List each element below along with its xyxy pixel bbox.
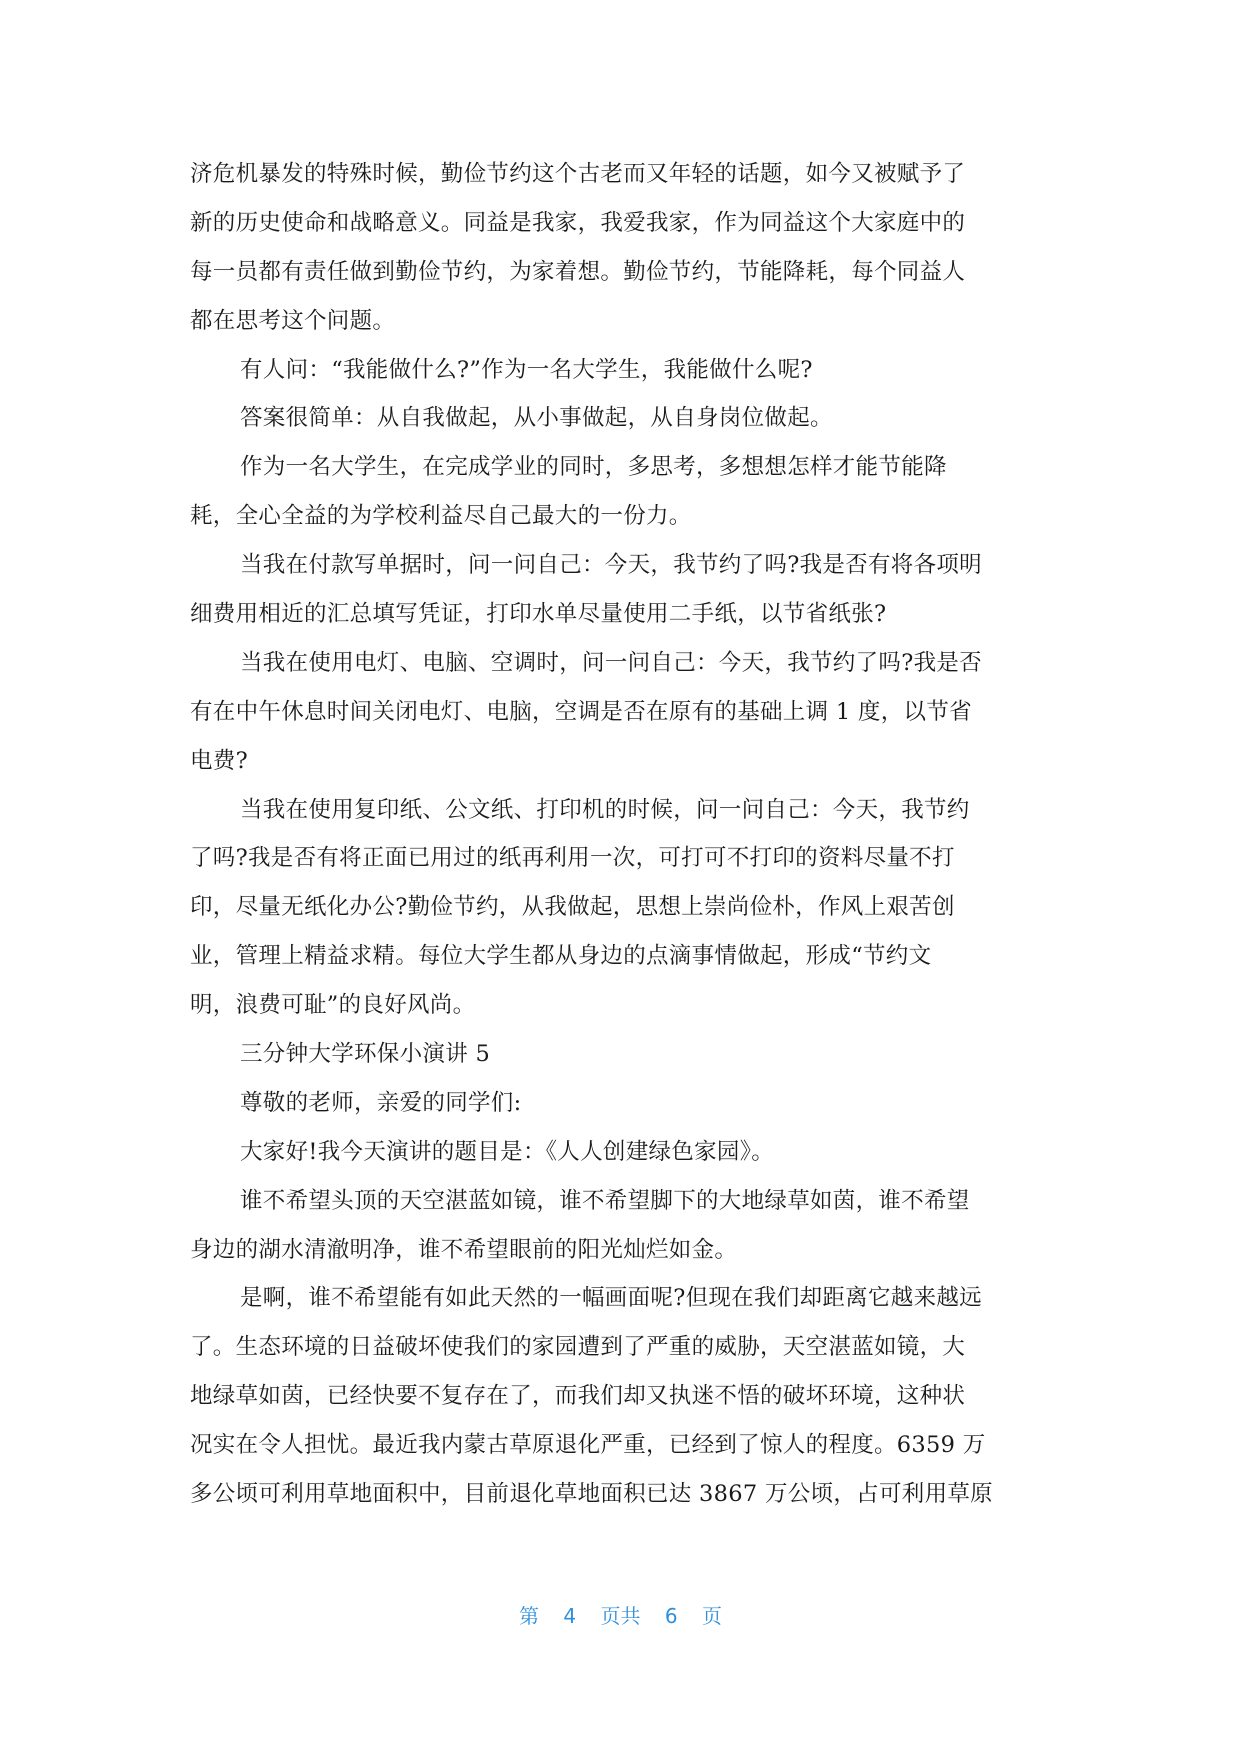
text-line: 新的历史使命和战略意义。同益是我家，我爱我家，作为同益这个大家庭中的: [190, 209, 966, 236]
text-line: 济危机暴发的特殊时候，勤俭节约这个古老而又年轻的话题，如今又被赋予了: [190, 161, 966, 187]
text-line: 了。生态环境的日益破坏使我们的家园遭到了严重的威胁，天空湛蓝如镜，大: [190, 1334, 966, 1361]
footer-total-pages: 6: [664, 1604, 678, 1628]
text-line: 当我在使用复印纸、公文纸、打印机的时候，问一问自己：今天，我节约: [240, 796, 970, 823]
footer-prefix: 第: [519, 1604, 540, 1628]
text-line: 三分钟大学环保小演讲 5: [240, 1041, 491, 1068]
text-line: 作为一名大学生，在完成学业的同时，多思考，多想想怎样才能节能降: [240, 454, 947, 481]
document-body: [190, 150, 1058, 1519]
footer-current-page: 4: [563, 1604, 577, 1628]
text-line: 身边的湖水清澈明净，谁不希望眼前的阳光灿烂如金。: [190, 1236, 738, 1263]
text-line: 答案很简单：从自我做起，从小事做起，从自身岗位做起。: [240, 405, 833, 432]
text-line: 谁不希望头顶的天空湛蓝如镜，谁不希望脚下的大地绿草如茵，谁不希望: [240, 1187, 970, 1214]
footer-suffix: 页: [701, 1604, 722, 1628]
text-line: 是啊，谁不希望能有如此天然的一幅画面呢?但现在我们却距离它越来越远: [240, 1285, 982, 1312]
text-line: 电费?: [190, 747, 248, 774]
text-line: 大家好!我今天演讲的题目是：《人人创建绿色家园》。: [240, 1138, 775, 1165]
text-line: 多公顷可利用草地面积中，目前退化草地面积已达 3867 万公顷，占可利用草原: [190, 1481, 993, 1508]
text-line: 明，浪费可耻”的良好风尚。: [190, 992, 476, 1019]
text-line: 印，尽量无纸化办公?勤俭节约，从我做起，思想上崇尚俭朴，作风上艰苦创: [190, 894, 955, 921]
text-line: 了吗?我是否有将正面已用过的纸再利用一次，可打可不打印的资料尽量不打: [190, 845, 955, 872]
page-footer: [0, 1600, 1241, 1629]
text-line: 有人问：“我能做什么?”作为一名大学生，我能做什么呢?: [240, 356, 813, 383]
text-line: 况实在令人担忧。最近我内蒙古草原退化严重，已经到了惊人的程度。6359 万: [190, 1432, 986, 1459]
text-line: 业，管理上精益求精。每位大学生都从身边的点滴事情做起，形成“节约文: [190, 943, 932, 970]
text-line: 地绿草如茵，已经快要不复存在了，而我们却又执迷不悟的破坏环境，这种状: [190, 1383, 966, 1410]
text-line: 每一员都有责任做到勤俭节约，为家着想。勤俭节约，节能降耗，每个同益人: [190, 258, 966, 285]
text-line: 尊敬的老师，亲爱的同学们:: [240, 1089, 522, 1116]
text-line: 都在思考这个问题。: [190, 307, 396, 334]
text-line: 耗，全心全益的为学校利益尽自己最大的一份力。: [190, 503, 692, 530]
text-line: 当我在付款写单据时，问一问自己：今天，我节约了吗?我是否有将各项明: [240, 552, 982, 579]
text-line: 细费用相近的汇总填写凭证，打印水单尽量使用二手纸，以节省纸张?: [190, 601, 887, 628]
text-line: 有在中午休息时间关闭电灯、电脑，空调是否在原有的基础上调 1 度，以节省: [190, 698, 972, 725]
footer-middle: 页共: [600, 1604, 641, 1628]
text-line: 当我在使用电灯、电脑、空调时，问一问自己：今天，我节约了吗?我是否: [240, 649, 982, 676]
